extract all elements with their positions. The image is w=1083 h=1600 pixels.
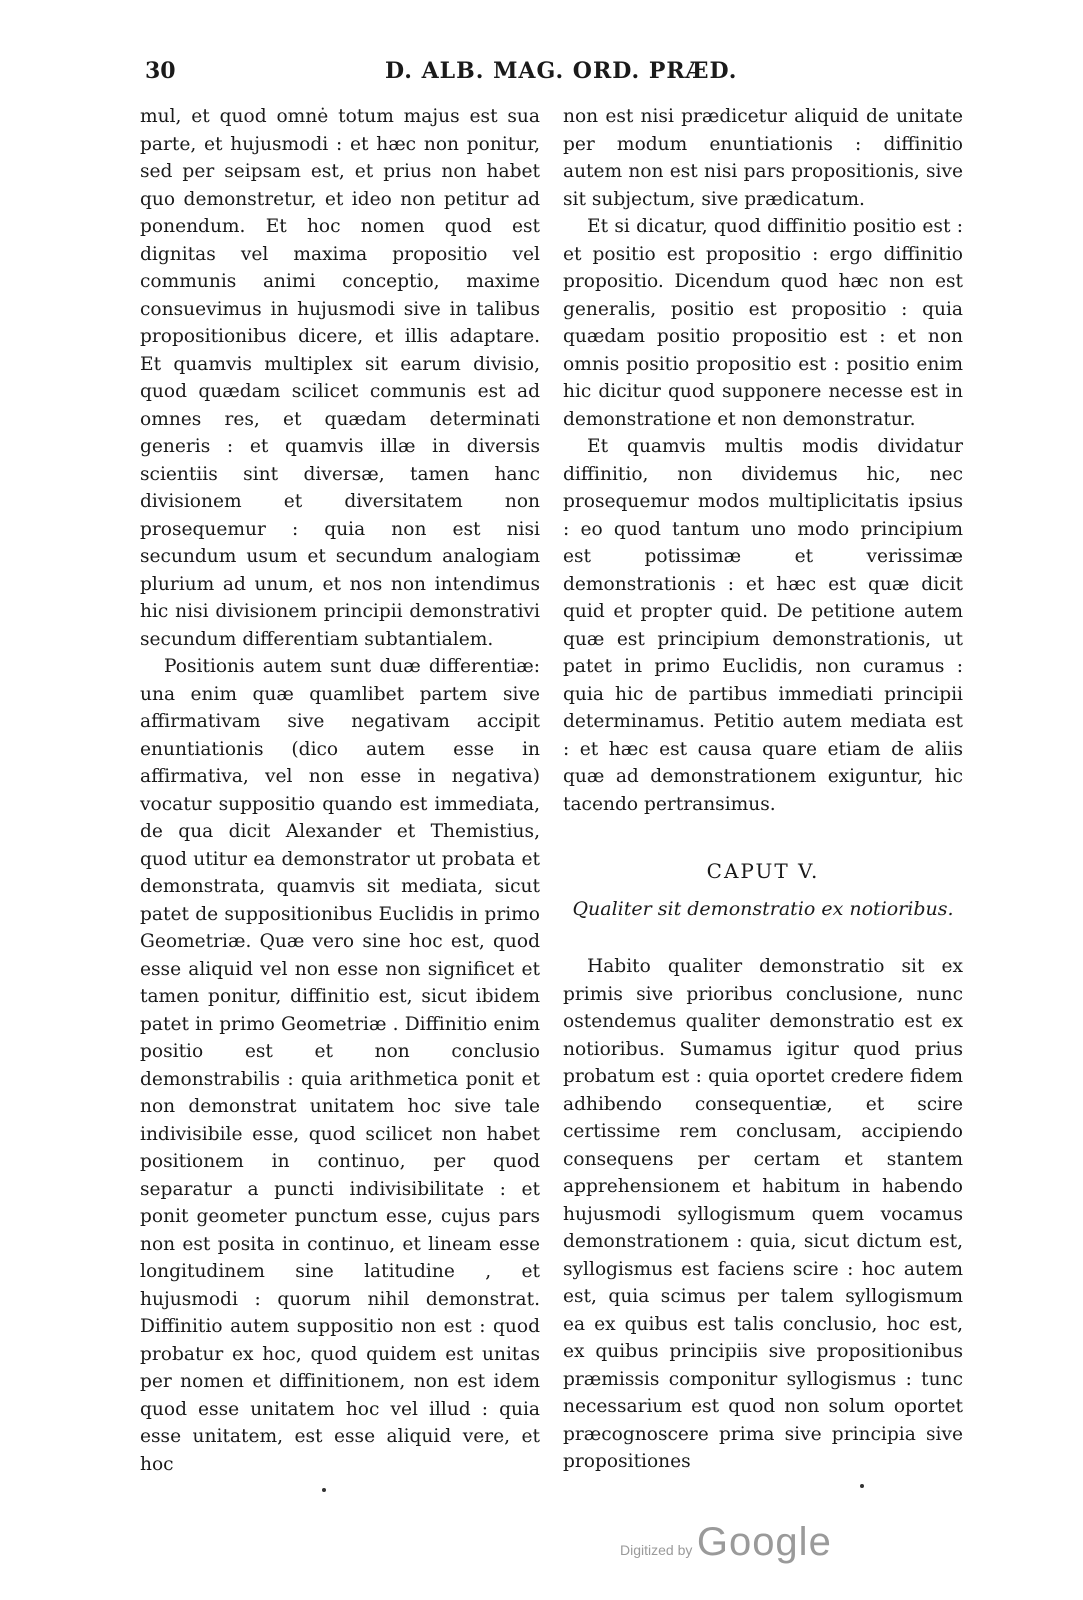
left-paragraph-1: mul, et quod omnė totum majus est sua parte, et hujusmodi : et hæc non ponitur, sed per seipsam est, et prius non habet quo demonstretur, et ideo non petitur ad ponendum. Et hoc nomen quod est dignitas vel maxima propositio vel communis animi conceptio, maxime consuevimus in hujusmodi sive in talibus propositionibus dicere, et illis adaptare. Et quamvis multiplex sit earum divisio, quod quædam scilicet communis est ad omnes res, et quædam determinati generis : et quamvis illæ in diversis scientiis sint diversæ, tamen hanc divisionem et diversitatem non prosequemur : quia non est nisi secundum usum et secundum analogiam plurium ad unum, et nos non intendimus hic nisi divisionem principii demonstrativi secundum differentiam subtantialem. — [140, 106, 540, 650]
page-number: 30 — [145, 58, 176, 84]
running-head — [145, 58, 990, 92]
chapter-subtitle: Qualiter sit demonstratio ex notioribus. — [572, 897, 954, 920]
google-wordmark: Google — [696, 1520, 832, 1564]
right-paragraph-1: non est nisi prædicetur aliquid de unitate per modum enuntiationis : diffinitio autem non est nisi pars propositionis, sive sit subjectum, sive prædicatum. — [563, 106, 963, 210]
right-column — [563, 103, 963, 1476]
right-paragraph-3: Et quamvis multis modis dividatur diffinitio, non dividemus hic, nec prosequemur modos multiplicitatis ipsius : eo quod tantum uno modo principium est potissimæ et verissimæ demonstrationis : et hæc est quæ dicit quid et propter quid. De petitione autem quæ est principium demonstrationis, ut patet in primo Euclidis, non curamus : quia hic de partibus immediati principii determinamus. Petitio autem mediata est : et hæc est causa quare etiam de aliis quæ ad demonstrationem exiguntur, hic tacendo pertransimus. — [563, 436, 963, 815]
right-paragraph-4: Habito qualiter demonstratio sit ex primis sive prioribus conclusione, nunc ostendemus qualiter demonstratio est ex notioribus. Sumamus igitur quod prius probatum est : quia oportet credere fidem adhibendo consequentiæ, et scire certissime rem conclusam, accipiendo consequens per certam et stantem apprehensionem et habitum in habendo hujusmodi syllogismum quem vocamus demonstrationem : quia, sicut dictum est, syllogismus est faciens scire : hoc autem est, quia scimus per talem syllogismum ea ex quibus est talis conclusio, hoc est, ex quibus principiis sive propositionibus præmissis componitur syllogismus : tunc necessarium est quod non solum oportet præcognoscere prima sive principia sive propositiones — [563, 956, 963, 1472]
left-column — [140, 103, 540, 1478]
ink-speck — [322, 1488, 326, 1492]
left-paragraph-2: Positionis autem sunt duæ differentiæ: una enim quæ quamlibet partem sive affirmativam sive negativam accipit enuntiationis (dico autem esse in affirmativa, vel non esse in negativa) vocatur suppositio quando est immediata, de qua dicit Alexander et Themistius, quod utitur ea demonstrator ut probata et demonstrata, quamvis sit mediata, sicut patet de suppositionibus Euclidis in primo Geometriæ. Quæ vero sine hoc est, quod esse aliquid vel non esse non significet et tamen ponitur, diffinitio est, sicut ibidem patet in primo Geometriæ . Diffinitio enim positio est et non conclusio demonstrabilis : quia arithmetica ponit et non demonstrat unitatem hoc sive tale indivisibile esse, quod scilicet non habet positionem in continuo, per quod separatur a puncti indivisibilitate : et ponit geometer punctum esse, cujus pars non est posita in continuo, et lineam esse longitudinem sine latitudine , et hujusmodi : quorum nihil demonstrat. Diffinitio autem suppositio non est : quod probatur ex hoc, quod quidem est unitas per nomen et diffinitionem, non est idem quod esse unitatem hoc vel illud : quia esse unitatem, est esse aliquid vere, et hoc — [140, 656, 540, 1475]
chapter-heading: CAPUT V. — [706, 859, 820, 883]
ink-speck — [860, 1484, 864, 1488]
digitized-watermark — [620, 1520, 832, 1565]
running-title: D. ALB. MAG. ORD. PRÆD. — [385, 58, 738, 84]
digitized-label: Digitized by — [620, 1542, 693, 1558]
right-paragraph-2: Et si dicatur, quod diffinitio positio est : et positio est propositio : ergo diffinitio propositio. Dicendum quod hæc non est generalis, positio est propositio : quia quædam positio propositio est : et non omnis positio propositio est : positio enim hic dicitur quod supponere necesse est in demonstratione et non demonstratur. — [563, 216, 963, 430]
